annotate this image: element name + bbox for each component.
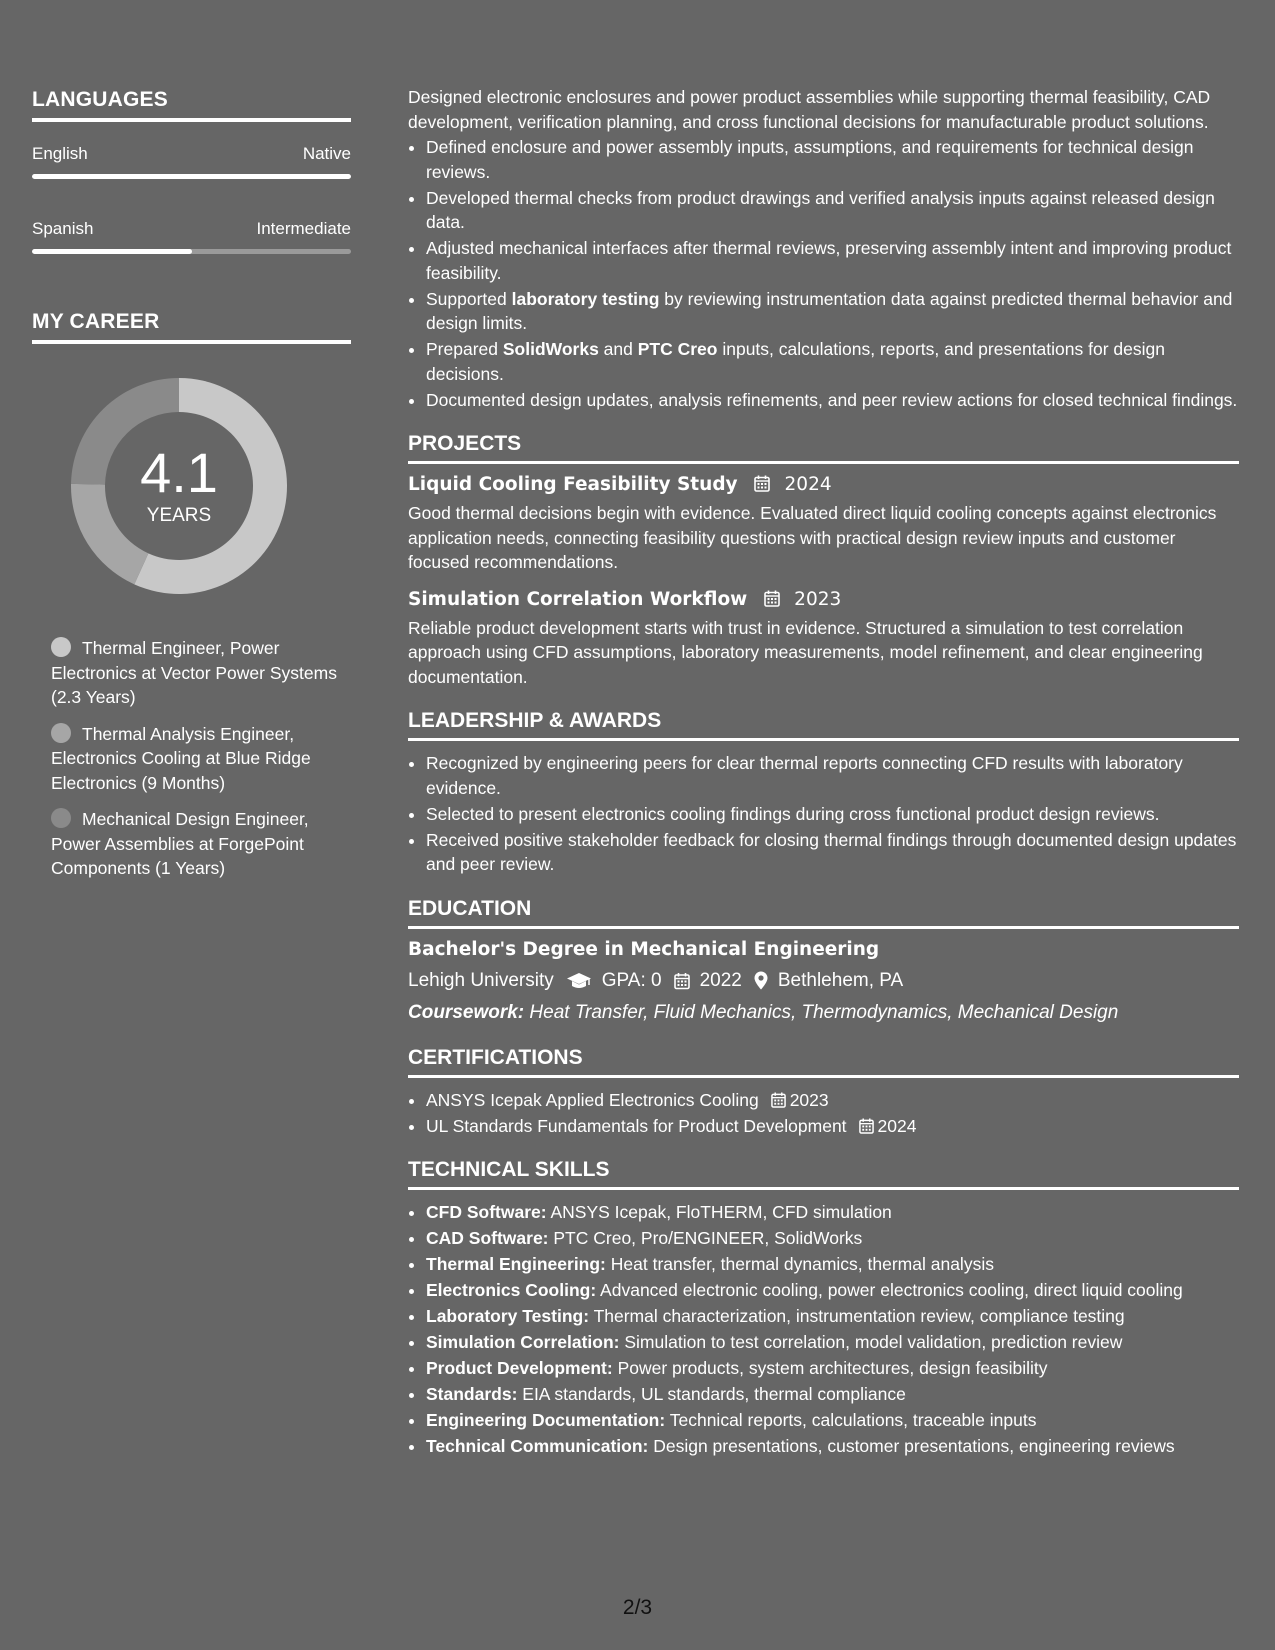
language-name: English xyxy=(32,144,88,163)
skill-item: • Standards: EIA standards, UL standards, thermal compliance xyxy=(426,1382,1239,1407)
experience-bullet: • Defined enclosure and power assembly inputs, assumptions, and requirements for technical design reviews. xyxy=(426,135,1239,184)
language-level: Native xyxy=(302,144,351,163)
education-details xyxy=(408,970,1239,992)
skill-item: • Technical Communication: Design presentations, customer presentations, engineering reviews xyxy=(426,1434,1239,1459)
leadership-item: • Recognized by engineering peers for clear thermal reports connecting CFD results with laboratory evidence. xyxy=(426,751,1239,800)
language-proficiency-bar xyxy=(32,174,351,179)
gpa: GPA: 0 xyxy=(601,969,662,991)
career-legend xyxy=(51,636,351,881)
certification-name: ANSYS Icepak Applied Electronics Cooling xyxy=(426,1089,759,1110)
leadership-heading: LEADERSHIP & AWARDS xyxy=(408,709,1239,741)
leadership-list xyxy=(408,751,1239,877)
calendar-icon xyxy=(754,475,770,492)
legend-dot-icon xyxy=(51,808,71,828)
calendar-icon xyxy=(771,1092,786,1108)
school-location: Bethlehem, PA xyxy=(777,969,904,991)
certification-item xyxy=(426,1114,1239,1139)
project-title: Simulation Correlation Workflow xyxy=(408,588,748,610)
project-description: Good thermal decisions begin with evidence. Evaluated direct liquid cooling concepts against electronics application needs, connecting feasibility questions with practical design review inputs and customer focused recommendations. xyxy=(408,503,1217,572)
skill-item: • Thermal Engineering: Heat transfer, thermal dynamics, thermal analysis xyxy=(426,1252,1239,1277)
skills-heading: TECHNICAL SKILLS xyxy=(408,1158,1239,1190)
graduation-year: 2022 xyxy=(699,969,742,991)
project-item xyxy=(408,589,1239,690)
experience-bullet: • Developed thermal checks from product drawings and verified analysis inputs against released design data. xyxy=(426,186,1239,235)
projects-heading: PROJECTS xyxy=(408,432,1239,464)
coursework-list: Heat Transfer, Fluid Mechanics, Thermodynamics, Mechanical Design xyxy=(524,1001,1119,1023)
certification-year: 2023 xyxy=(789,1089,829,1110)
career-total-years: 4.1 xyxy=(140,441,218,504)
experience-summary: Designed electronic enclosures and power product assemblies while supporting thermal feasibility, CAD development, verification planning, and cross functional decisions for manufacturable product solutions. xyxy=(408,87,1211,132)
experience-bullet: • Adjusted mechanical interfaces after thermal reviews, preserving assembly intent and improving product feasibility. xyxy=(426,236,1239,285)
experience-bullets xyxy=(408,135,1239,412)
legend-dot-icon xyxy=(51,637,71,657)
skill-item: • CFD Software: ANSYS Icepak, FloTHERM, CFD simulation xyxy=(426,1200,1239,1225)
language-english xyxy=(32,144,351,179)
certification-name: UL Standards Fundamentals for Product Development xyxy=(426,1115,847,1136)
calendar-icon xyxy=(674,972,690,990)
project-item xyxy=(408,474,1239,575)
language-proficiency-bar xyxy=(32,249,351,254)
sidebar xyxy=(32,88,351,893)
experience-bullet: • Prepared SolidWorks and PTC Creo inputs, calculations, reports, and presentations for design decisions. xyxy=(426,337,1239,386)
career-legend-label: Thermal Engineer, Power Electronics at Vector Power Systems (2.3 Years) xyxy=(51,638,337,707)
skill-item: • Electronics Cooling: Advanced electronic cooling, power electronics cooling, direct liquid cooling xyxy=(426,1278,1239,1303)
graduation-cap-icon xyxy=(566,972,592,990)
page-number: 2/3 xyxy=(622,1596,653,1619)
school-name: Lehigh University xyxy=(408,969,554,991)
calendar-icon xyxy=(764,590,780,607)
calendar-icon xyxy=(859,1118,874,1134)
experience-bullet: • Supported laboratory testing by reviewing instrumentation data against predicted thermal behavior and design limits. xyxy=(426,287,1239,336)
career-legend-label: Mechanical Design Engineer, Power Assemblies at ForgePoint Components (1 Years) xyxy=(51,809,309,878)
main-content xyxy=(408,85,1239,1460)
skill-item: • Laboratory Testing: Thermal characterization, instrumentation review, compliance testing xyxy=(426,1304,1239,1329)
skill-item: • Engineering Documentation: Technical reports, calculations, traceable inputs xyxy=(426,1408,1239,1433)
career-legend-item xyxy=(51,636,351,710)
languages-heading: LANGUAGES xyxy=(32,88,351,122)
skill-item: • CAD Software: PTC Creo, Pro/ENGINEER, SolidWorks xyxy=(426,1226,1239,1251)
skills-list xyxy=(408,1200,1239,1459)
career-donut-chart xyxy=(59,366,299,606)
experience-bullet: • Documented design updates, analysis refinements, and peer review actions for closed technical findings. xyxy=(426,388,1239,413)
career-legend-item xyxy=(51,807,351,881)
legend-dot-icon xyxy=(51,723,71,743)
coursework xyxy=(408,1002,1239,1024)
coursework-label: Coursework: xyxy=(408,1001,525,1023)
education-heading: EDUCATION xyxy=(408,897,1239,929)
certifications-list xyxy=(408,1088,1239,1139)
degree-title: Bachelor's Degree in Mechanical Engineering xyxy=(408,938,880,960)
project-year: 2024 xyxy=(784,474,832,495)
career-legend-label: Thermal Analysis Engineer, Electronics Cooling at Blue Ridge Electronics (9 Months) xyxy=(51,723,311,793)
leadership-item: • Selected to present electronics cooling findings during cross functional product design reviews. xyxy=(426,802,1239,827)
skill-item: • Product Development: Power products, system architectures, design feasibility xyxy=(426,1356,1239,1381)
project-description: Reliable product development starts with trust in evidence. Structured a simulation to test correlation approach using CFD assumptions, laboratory measurements, model refinement, and clear engineering documentation. xyxy=(408,617,1203,687)
career-total-unit: YEARS xyxy=(146,505,212,526)
skill-item: • Simulation Correlation: Simulation to test correlation, model validation, prediction review xyxy=(426,1330,1239,1355)
certification-item xyxy=(426,1088,1239,1113)
language-spanish xyxy=(32,219,351,254)
leadership-item: • Received positive stakeholder feedback for closing thermal findings through documented design updates and peer review. xyxy=(426,828,1239,877)
project-year: 2023 xyxy=(794,588,842,610)
career-heading: MY CAREER xyxy=(32,310,351,344)
language-name: Spanish xyxy=(32,219,94,238)
language-proficiency-fill xyxy=(32,174,351,179)
language-level: Intermediate xyxy=(256,219,351,238)
career-legend-item xyxy=(51,722,351,796)
language-proficiency-fill xyxy=(32,249,192,254)
certifications-heading: CERTIFICATIONS xyxy=(408,1046,1239,1078)
location-pin-icon xyxy=(754,971,768,990)
project-title: Liquid Cooling Feasibility Study xyxy=(408,474,738,495)
certification-year: 2024 xyxy=(877,1115,917,1136)
